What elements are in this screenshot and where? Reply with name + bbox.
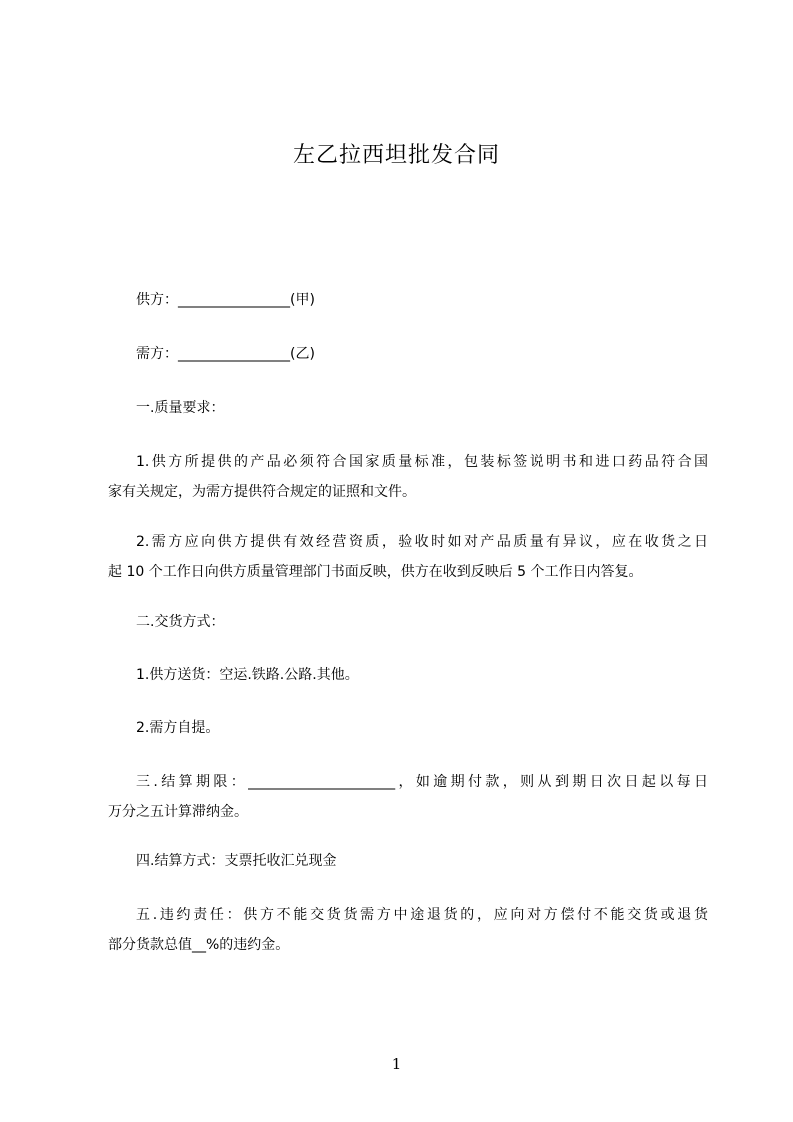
section-1-item-2 — [108, 527, 708, 587]
section-3-line-2: 万分之五计算滞纳金。 — [108, 804, 248, 820]
section-1-item-1-line-2: 家有关规定，为需方提供符合规定的证照和文件。 — [108, 484, 416, 500]
buyer-line — [136, 339, 716, 369]
section-1-item-2-line-2: 起 10 个工作日向供方质量管理部门书面反映，供方在收到反映后 5 个工作日内答复。 — [108, 564, 643, 580]
section-5-line-2-prefix: 部分货款总值 — [108, 937, 192, 953]
section-1-item-2-line-1: 2.需方应向供方提供有效经营资质，验收时如对产品质量有异议，应在收货之日 — [136, 534, 708, 550]
payment-term-blank: _____________________ — [248, 774, 396, 790]
section-5-line-2-suffix: %的违约金。 — [206, 937, 290, 953]
section-3 — [108, 767, 708, 827]
supplier-suffix: (甲) — [290, 292, 315, 308]
section-3-line-1-suffix: ，如逾期付款，则从到期日次日起以每日 — [395, 774, 708, 790]
buyer-label: 需方： — [136, 346, 178, 362]
page-number: 1 — [391, 1055, 402, 1073]
buyer-blank: ________________ — [178, 346, 290, 362]
section-5-line-1: 五.违约责任：供方不能交货货需方中途退货的，应向对方偿付不能交货或退货 — [136, 907, 708, 923]
supplier-blank: ________________ — [178, 292, 290, 308]
section-3-line-1 — [108, 767, 708, 797]
section-5 — [108, 900, 708, 960]
section-1-heading: 一.质量要求： — [136, 400, 225, 416]
section-5-line-2 — [108, 930, 708, 960]
section-4: 四.结算方式：支票托收汇兑现金 — [136, 853, 337, 869]
section-2-item-2: 2.需方自提。 — [136, 720, 220, 736]
buyer-suffix: (乙) — [290, 346, 315, 362]
section-3-label: 三.结算期限： — [136, 774, 249, 790]
document-title: 左乙拉西坦批发合同 — [292, 143, 500, 168]
supplier-line — [136, 285, 716, 315]
section-1-item-1 — [108, 447, 708, 507]
section-2-heading: 二.交货方式： — [136, 614, 225, 630]
section-2-item-1: 1.供方送货：空运.铁路.公路.其他。 — [136, 667, 359, 683]
supplier-label: 供方： — [136, 292, 178, 308]
penalty-percent-blank: __ — [192, 937, 206, 953]
section-1-item-1-line-1: 1.供方所提供的产品必须符合国家质量标准，包装标签说明书和进口药品符合国 — [136, 454, 708, 470]
